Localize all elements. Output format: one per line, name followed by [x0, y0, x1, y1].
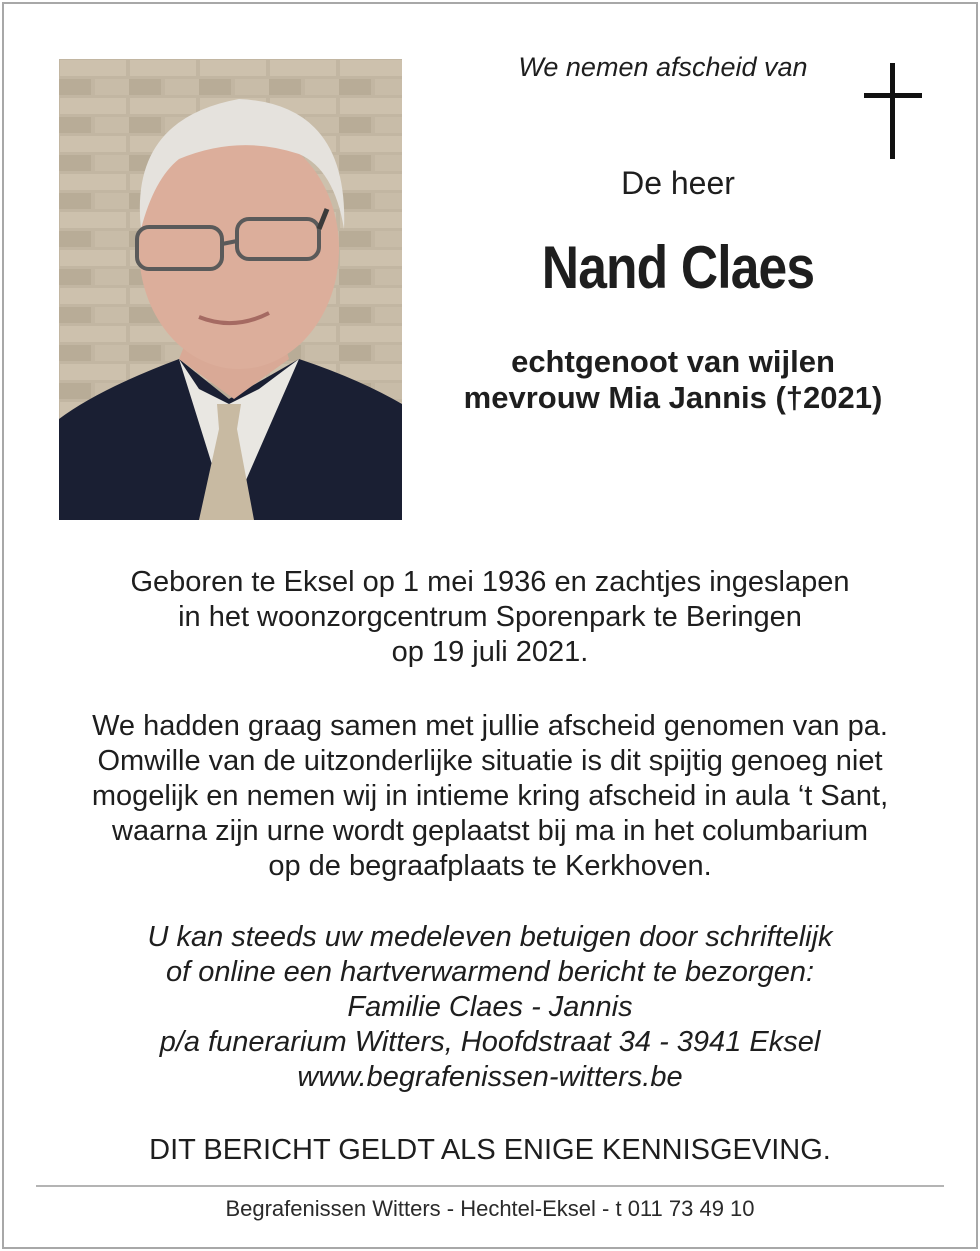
- footer-divider: [36, 1185, 944, 1187]
- footer-contact: Begrafenissen Witters - Hechtel-Eksel - t 011 73 49 10: [225, 1196, 755, 1221]
- paragraph-line: Omwille van de uitzonderlijke situatie is dit spijtig genoeg niet: [97, 745, 883, 777]
- birth-paragraph: [30, 565, 950, 670]
- paragraph-line: in het woonzorgcentrum Sporenpark te Beringen: [178, 601, 802, 633]
- official-notice: DIT BERICHT GELDT ALS ENIGE KENNISGEVING.: [149, 1134, 831, 1166]
- family-name: Familie Claes - Jannis: [347, 991, 633, 1023]
- paragraph-line: op 19 juli 2021.: [391, 636, 589, 668]
- condolence-paragraph: [30, 920, 950, 1095]
- funeral-home-address: p/a funerarium Witters, Hoofdstraat 34 - 3941 Eksel: [159, 1026, 821, 1058]
- website-link[interactable]: www.begrafenissen-witters.be: [297, 1061, 683, 1093]
- deceased-name: Nand Claes: [541, 234, 815, 301]
- paragraph-line: Geboren te Eksel op 1 mei 1936 en zachtjes ingeslapen: [130, 566, 850, 598]
- spouse-line: echtgenoot van wijlen: [511, 344, 835, 379]
- spouse-line: mevrouw Mia Jannis (†2021): [463, 380, 883, 415]
- cross-icon: [864, 63, 922, 159]
- portrait-photo: [59, 59, 402, 520]
- farewell-paragraph: [30, 709, 950, 884]
- paragraph-line: waarna zijn urne wordt geplaatst bij ma in het columbarium: [112, 815, 868, 847]
- paragraph-line: mogelijk en nemen wij in intieme kring afscheid in aula ‘t Sant,: [91, 780, 889, 812]
- intro-text: We nemen afscheid van: [518, 52, 808, 82]
- spouse-info: [420, 344, 926, 416]
- paragraph-line: We hadden graag samen met jullie afscheid genomen van pa.: [92, 710, 888, 742]
- paragraph-line: U kan steeds uw medeleven betuigen door schriftelijk: [147, 921, 833, 953]
- paragraph-line: of online een hartverwarmend bericht te bezorgen:: [165, 956, 815, 988]
- salutation: De heer: [621, 165, 735, 201]
- paragraph-line: op de begraafplaats te Kerkhoven.: [268, 850, 712, 882]
